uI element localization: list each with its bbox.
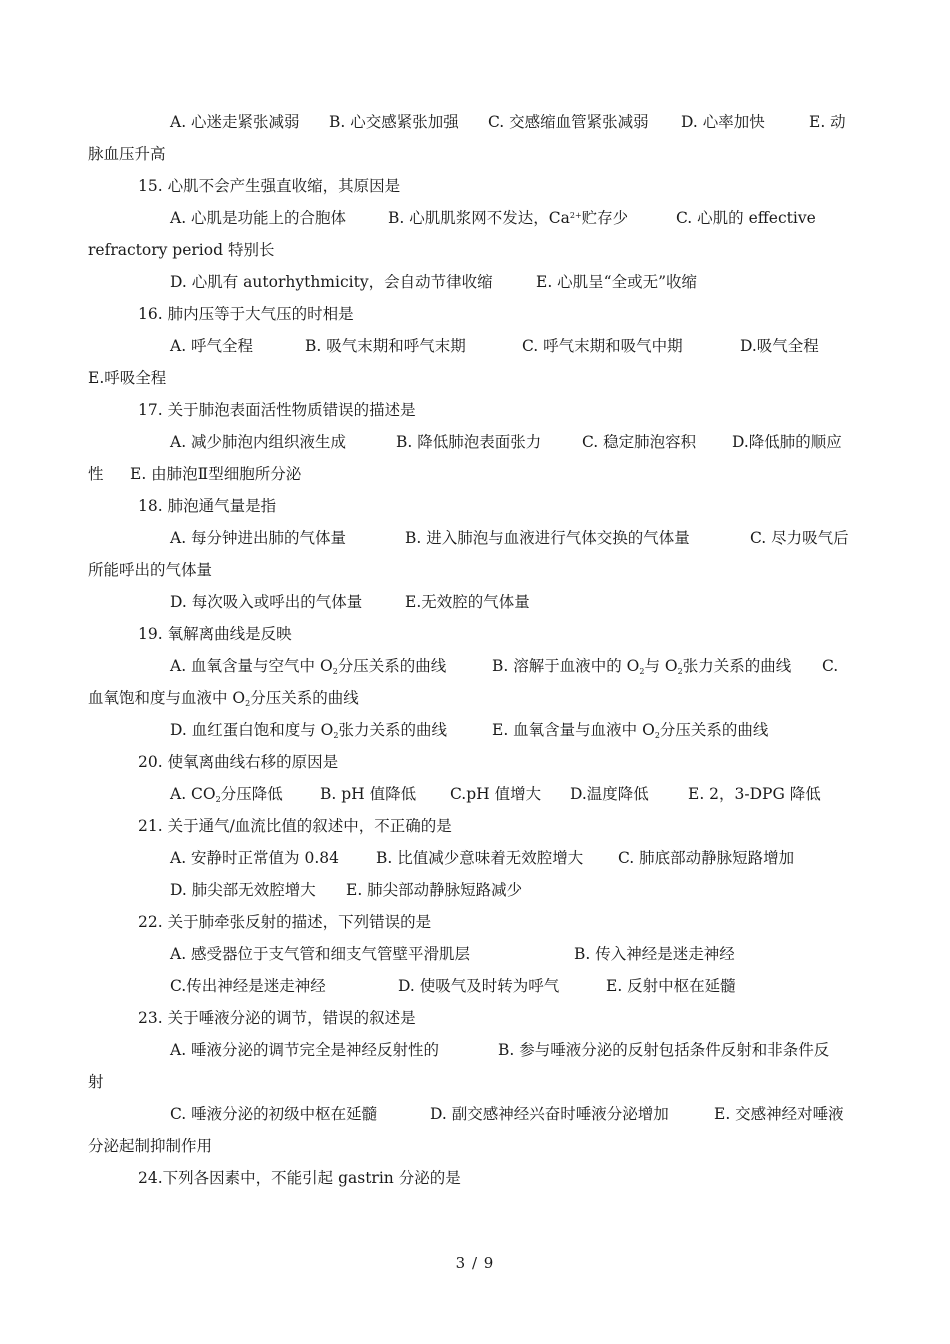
- q15-option-c-cont: refractory period 特别长: [88, 241, 275, 259]
- q19-option-c-cont: 血氧饱和度与血液中 $O_2$分压关系的曲线: [88, 689, 359, 708]
- q17-option-e: E. 由肺泡Ⅱ型细胞所分泌: [130, 465, 302, 483]
- q16-option-a: A. 呼气全程: [170, 337, 254, 355]
- q20-option-b: B. pH 值降低: [320, 785, 417, 803]
- q21-option-d: D. 肺尖部无效腔增大: [170, 881, 316, 899]
- q16-option-d: D.吸气全程: [740, 337, 819, 355]
- q22-option-c: C.传出神经是迷走神经: [170, 977, 326, 995]
- q14-option-b: B. 心交感紧张加强: [329, 113, 459, 131]
- q16-option-c: C. 呼气末期和吸气中期: [522, 337, 683, 355]
- q14-option-e-cont: 脉血压升高: [88, 145, 166, 163]
- q19-option-e: E. 血氧含量与血液中 $O_2$分压关系的曲线: [492, 721, 769, 740]
- q15-option-e: E. 心肌呈“全或无”收缩: [536, 273, 698, 291]
- q14-option-e: E. 动: [809, 113, 846, 131]
- q21-option-b: B. 比值减少意味着无效腔增大: [376, 849, 584, 867]
- q19-option-b: B. 溶解于血液中的 $O_2$与 $O_2$张力关系的曲线: [492, 657, 792, 676]
- q18-option-d: D. 每次吸入或呼出的气体量: [170, 593, 363, 611]
- q22-option-d: D. 使吸气及时转为呼气: [398, 977, 560, 995]
- q18-option-c-cont: 所能呼出的气体量: [88, 561, 213, 579]
- q21-option-a: A. 安静时正常值为 0.84: [170, 849, 339, 867]
- q17-stem: 17. 关于肺泡表面活性物质错误的描述是: [138, 401, 416, 419]
- q18-option-e: E.无效腔的气体量: [405, 593, 530, 611]
- q20-option-a: A. $CO_2$分压降低: [170, 785, 283, 804]
- q23-option-b-cont: 射: [88, 1073, 104, 1091]
- q20-stem: 20. 使氧离曲线右移的原因是: [138, 753, 339, 771]
- q20-option-d: D.温度降低: [570, 785, 649, 803]
- q17-option-b: B. 降低肺泡表面张力: [396, 433, 542, 451]
- q22-option-b: B. 传入神经是迷走神经: [574, 945, 735, 963]
- q22-option-a: A. 感受器位于支气管和细支气管壁平滑肌层: [170, 945, 471, 963]
- q18-option-b: B. 进入肺泡与血液进行气体交换的气体量: [405, 529, 690, 547]
- q19-option-c: C.: [822, 657, 839, 675]
- q14-option-a: A. 心迷走紧张减弱: [170, 113, 300, 131]
- q17-option-d: D.降低肺的顺应: [732, 433, 842, 451]
- q18-stem: 18. 肺泡通气量是指: [138, 497, 277, 515]
- q23-option-c: C. 唾液分泌的初级中枢在延髓: [170, 1105, 378, 1123]
- q15-stem: 15. 心肌不会产生强直收缩，其原因是: [138, 177, 401, 195]
- q19-stem: 19. 氧解离曲线是反映: [138, 625, 292, 643]
- q20-option-e: E. 2，3-DPG 降低: [688, 785, 821, 803]
- page-number: 3 / 9: [455, 1254, 495, 1272]
- q18-option-c: C. 尽力吸气后: [750, 529, 849, 547]
- q16-option-e: E.呼吸全程: [88, 369, 167, 387]
- q22-stem: 22. 关于肺牵张反射的描述，下列错误的是: [138, 913, 432, 931]
- q23-stem: 23. 关于唾液分泌的调节，错误的叙述是: [138, 1009, 416, 1027]
- q23-option-d: D. 副交感神经兴奋时唾液分泌增加: [430, 1105, 669, 1123]
- q15-option-a: A. 心肌是功能上的合胞体: [170, 209, 347, 227]
- q21-stem: 21. 关于通气/血流比值的叙述中，不正确的是: [138, 817, 452, 835]
- q23-option-e-cont: 分泌起制抑制作用: [88, 1137, 213, 1155]
- q17-option-d-cont: 性: [88, 465, 104, 483]
- q19-option-d: D. 血红蛋白饱和度与 $O_2$张力关系的曲线: [170, 721, 447, 740]
- q18-option-a: A. 每分钟进出肺的气体量: [170, 529, 347, 547]
- q20-option-c: C.pH 值增大: [450, 785, 542, 803]
- q14-option-d: D. 心率加快: [681, 113, 765, 131]
- q21-option-e: E. 肺尖部动静脉短路减少: [346, 881, 523, 899]
- q15-option-c: C. 心肌的 effective: [676, 209, 816, 227]
- q21-option-c: C. 肺底部动静脉短路增加: [618, 849, 795, 867]
- q16-stem: 16. 肺内压等于大气压的时相是: [138, 305, 354, 323]
- q16-option-b: B. 吸气末期和呼气末期: [305, 337, 466, 355]
- q23-option-b: B. 参与唾液分泌的反射包括条件反射和非条件反: [498, 1041, 830, 1059]
- q15-option-b: B. 心肌肌浆网不发达，$Ca^{2+}$贮存少: [388, 209, 629, 227]
- q17-option-a: A. 减少肺泡内组织液生成: [170, 433, 347, 451]
- q23-option-a: A. 唾液分泌的调节完全是神经反射性的: [170, 1041, 440, 1059]
- q23-option-e: E. 交感神经对唾液: [714, 1105, 844, 1123]
- q19-option-a: A. 血氧含量与空气中 $O_2$分压关系的曲线: [170, 657, 447, 676]
- q14-option-c: C. 交感缩血管紧张减弱: [488, 113, 649, 131]
- q22-option-e: E. 反射中枢在延髓: [606, 977, 736, 995]
- q17-option-c: C. 稳定肺泡容积: [582, 433, 697, 451]
- q15-option-d: D. 心肌有 autorhythmicity，会自动节律收缩: [170, 273, 493, 291]
- q24-stem: 24.下列各因素中，不能引起 gastrin 分泌的是: [138, 1169, 461, 1187]
